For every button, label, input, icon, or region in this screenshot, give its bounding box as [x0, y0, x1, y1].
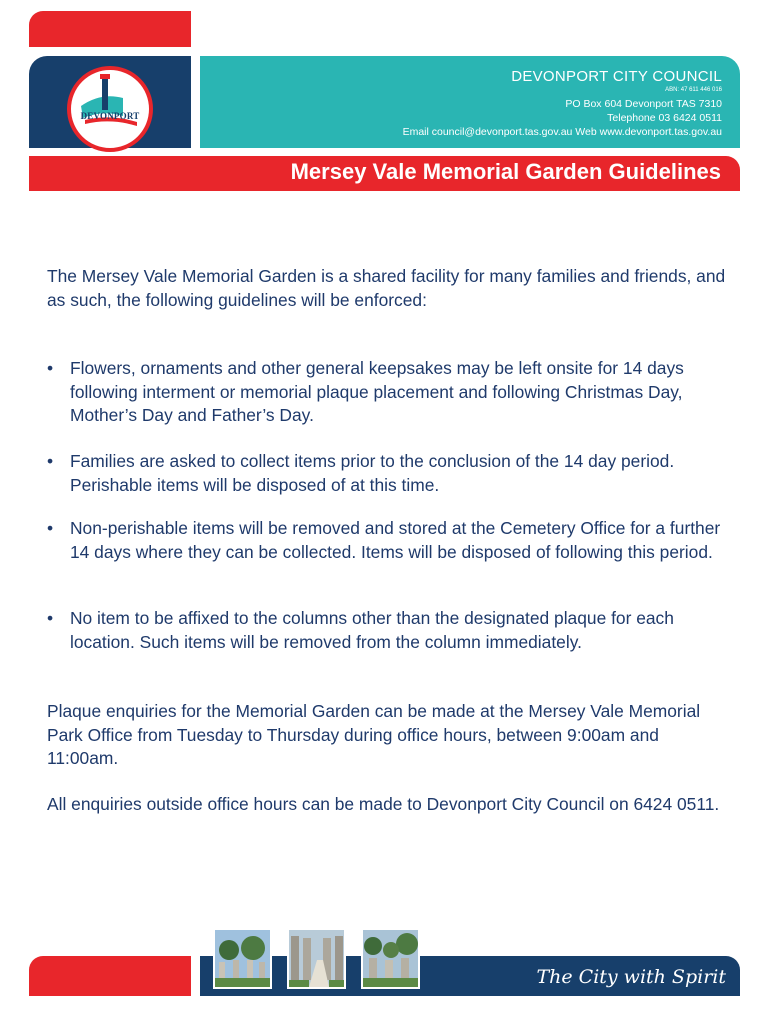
bullet-icon: •: [47, 451, 54, 471]
tagline: The City with Spirit: [536, 966, 726, 988]
guideline-text: No item to be affixed to the columns other than the designated plaque for each location. Such items will be removed from the column immediately.: [70, 608, 674, 652]
bullet-icon: •: [47, 518, 54, 538]
garden-photo: [287, 928, 346, 989]
telephone: Telephone 03 6424 0511: [607, 112, 722, 124]
postal-address: PO Box 604 Devonport TAS 7310: [565, 98, 722, 110]
council-abn: ABN: 47 611 446 016: [665, 87, 722, 93]
intro-paragraph: The Mersey Vale Memorial Garden is a shared facility for many families and friends, and as such, the following guidelines will be enforced:: [47, 266, 726, 310]
logo-wordmark: DEVONPORT: [80, 111, 140, 121]
plaque-enquiries-paragraph: Plaque enquiries for the Memorial Garden can be made at the Mersey Vale Memorial Park Office from Tuesday to Thursday during office hours, between 9:00am and 11:00am.: [47, 701, 701, 768]
guideline-text: Non-perishable items will be removed and stored at the Cemetery Office for a further 14 days where they can be collected. Items will be disposed of following this period.: [70, 518, 721, 562]
after-hours-paragraph: All enquiries outside office hours can be made to Devonport City Council on 6424 0511.: [47, 794, 720, 814]
garden-photo: [361, 928, 420, 989]
header-red-tab: [29, 11, 191, 47]
guideline-text: Flowers, ornaments and other general keepsakes may be left onsite for 14 days following interment or memorial plaque placement and following Christmas Day, Mother’s Day and Father’s Day.: [70, 358, 684, 425]
bullet-icon: •: [47, 608, 54, 628]
page-title: Mersey Vale Memorial Garden Guidelines: [290, 159, 721, 184]
footer-red-tab: [29, 956, 191, 996]
devonport-logo: [67, 66, 153, 152]
lighthouse-icon: [71, 70, 149, 148]
guideline-text: Families are asked to collect items prior to the conclusion of the 14 day period. Perishable items will be disposed of at this time.: [70, 451, 675, 495]
bullet-icon: •: [47, 358, 54, 378]
council-name: DEVONPORT CITY COUNCIL: [511, 68, 722, 85]
email-web: Email council@devonport.tas.gov.au Web www.devonport.tas.gov.au: [402, 126, 722, 138]
garden-photo: [213, 928, 272, 989]
